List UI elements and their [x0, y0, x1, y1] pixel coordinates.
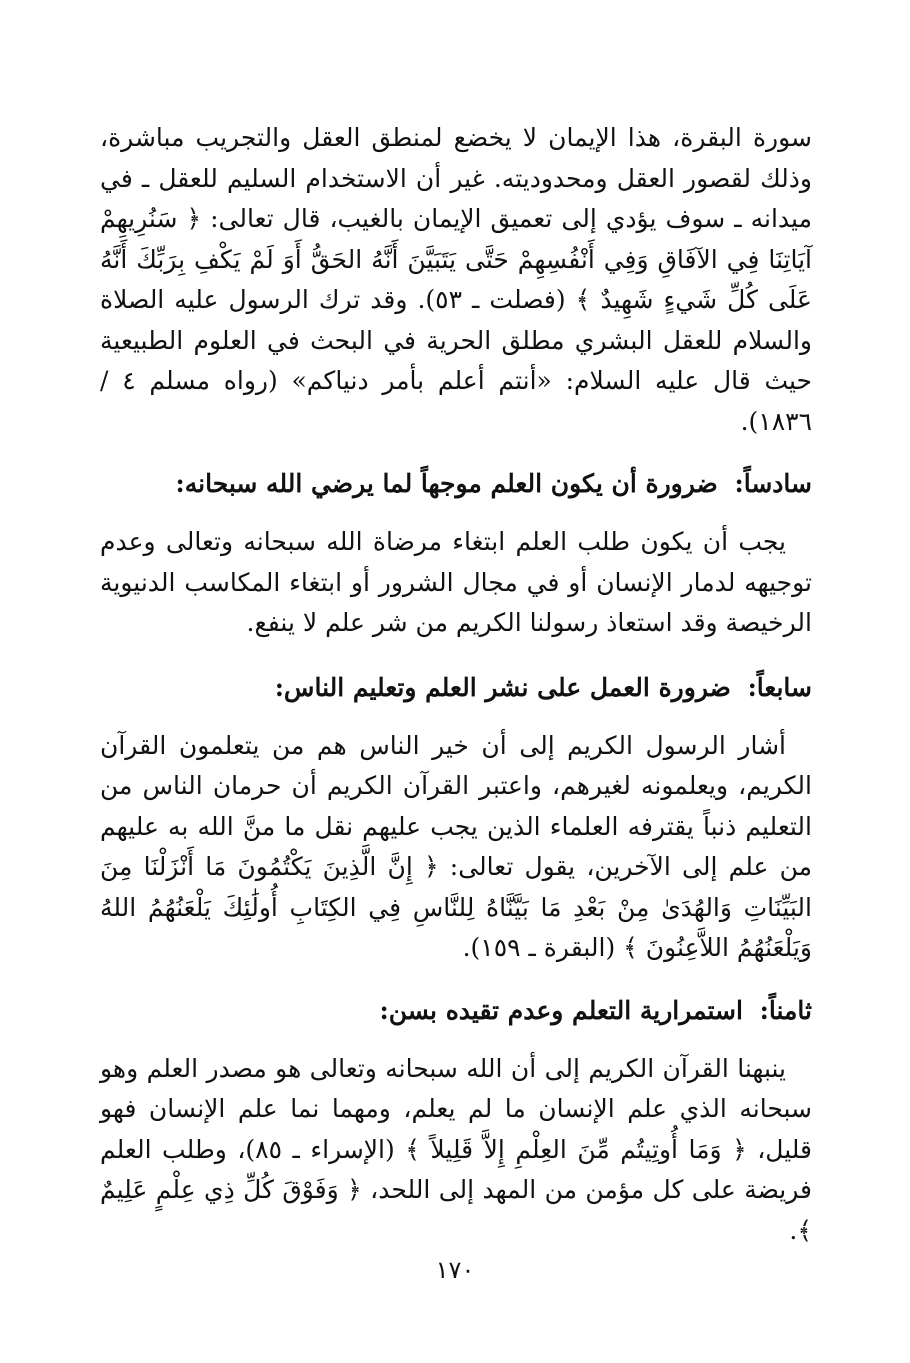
section-8-heading: [100, 991, 812, 1031]
page-content: [100, 118, 812, 1251]
section-7-heading: [100, 668, 812, 708]
section-6-heading: [100, 464, 812, 504]
section-7-number: سابعاً:: [747, 672, 812, 702]
section-7-body: أشار الرسول الكريم إلى أن خير الناس هم من يتعلمون القرآن الكريم، ويعلمونه لغيرهم، واعتبر القرآن الكريم أن حرمان الناس من التعليم ذنباً يقترفه العلماء الذين يجب عليهم نقل ما منَّ الله به عليهم من علم إلى الآخرين، يقول تعالى: ﴿ إِنَّ الَّذِينَ يَكْتُمُونَ مَا أَنْزَلْنَا مِنَ البَيِّنَاتِ وَالهُدَىٰ مِنْ بَعْدِ مَا بَيَّنَّاهُ لِلنَّاسِ فِي الكِتَابِ أُولَٰئِكَ يَلْعَنُهُمُ اللهُ وَيَلْعَنُهُمُ اللاَّعِنُونَ ﴾ (البقرة ـ ١٥٩).: [100, 730, 812, 962]
section-6-title: ضرورة أن يكون العلم موجهاً لما يرضي الله سبحانه:: [175, 469, 718, 498]
section-8-title: استمرارية التعلم وعدم تقيده بسن:: [379, 995, 743, 1025]
page-number: ١٧٠: [435, 1256, 475, 1284]
section-8-number: ثامناً:: [759, 995, 812, 1025]
opening-paragraph: سورة البقرة، هذا الإيمان لا يخضع لمنطق العقل والتجريب مباشرة، وذلك لقصور العقل ومحدوديته. غير أن الاستخدام السليم للعقل ـ في ميدانه ـ سوف يؤدي إلى تعميق الإيمان بالغيب، قال تعالى: ﴿ سَنُرِيهِمْ آيَاتِنَا فِي الآفَاقِ وَفِي أَنْفُسِهِمْ حَتَّى يَتَبَيَّنَ أَنَّهُ الحَقُّ أَوَ لَمْ يَكْفِ بِرَبِّكَ أَنَّهُ عَلَى كُلِّ شَيءٍ شَهِيدٌ ﴾ (فصلت ـ ٥٣). وقد ترك الرسول عليه الصلاة والسلام للعقل البشري مطلق الحرية في البحث في العلوم الطبيعية حيث قال عليه السلام: «أنتم أعلم بأمر دنياكم» (رواه مسلم ٤ / ١٨٣٦).: [100, 123, 812, 436]
section-6-body: يجب أن يكون طلب العلم ابتغاء مرضاة الله سبحانه وتعالى وعدم توجيهه لدمار الإنسان أو في مجال الشرور أو ابتغاء المكاسب الدنيوية الرخيصة وقد استعاذ رسولنا الكريم من شر علم لا ينفع.: [100, 527, 812, 637]
section-7-title: ضرورة العمل على نشر العلم وتعليم الناس:: [274, 672, 731, 702]
section-6-number: سادساً:: [734, 469, 812, 498]
section-8-body: ينبهنا القرآن الكريم إلى أن الله سبحانه وتعالى هو مصدر العلم وهو سبحانه الذي علم الإنسان ما لم يعلم، ومهما نما علم الإنسان فهو قليل، ﴿ وَمَا أُوتِيتُم مِّنَ العِلْمِ إِلاَّ قَلِيلاً ﴾ (الإسراء ـ ٨٥)، وطلب العلم فريضة على كل مؤمن من المهد إلى اللحد، ﴿ وَفَوْقَ كُلِّ ذِي عِلْمٍ عَلِيمٌ ﴾.: [100, 1053, 812, 1245]
